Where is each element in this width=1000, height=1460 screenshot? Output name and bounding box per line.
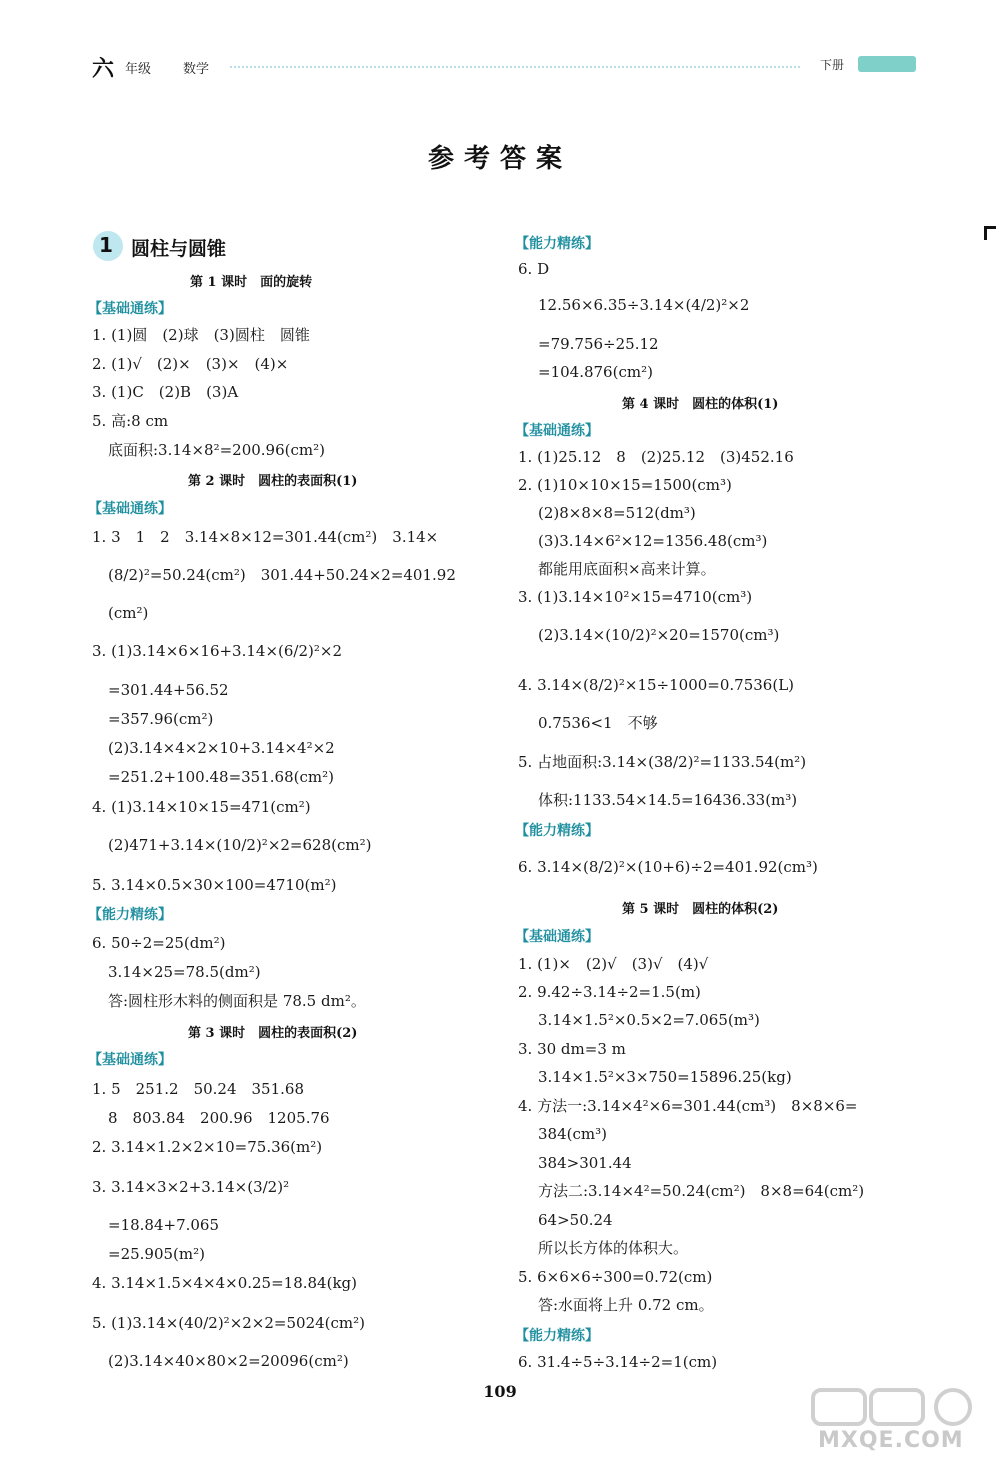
lesson-heading: 第 3 课时 圆柱的表面积(2) [188, 1026, 358, 1041]
section-tag: 【基础通练】 [88, 301, 172, 317]
volume-label: 下册 [820, 58, 845, 72]
answer-line: 3. (1)C (2)B (3)A [92, 383, 239, 401]
answer-line: =79.756÷25.12 [538, 335, 659, 353]
answer-line: (2)471+3.14×(10/2)²×2=628(cm²) [108, 836, 372, 854]
answer-line: 3.14×25=78.5(dm²) [108, 963, 261, 981]
answer-line: 5. (1)3.14×(40/2)²×2×2=5024(cm²) [92, 1314, 366, 1332]
answer-line: 都能用底面积×高来计算。 [538, 560, 716, 578]
answer-line: (8/2)²=50.24(cm²) 301.44+50.24×2=401.92 [108, 566, 456, 584]
answer-line: 5. 高:8 cm [92, 412, 169, 430]
lesson-heading: 第 5 课时 圆柱的体积(2) [622, 902, 779, 917]
grade-label: 六 [92, 57, 115, 82]
lesson-heading: 第 1 课时 面的旋转 [190, 275, 313, 290]
answer-line: 2. 3.14×1.2×2×10=75.36(m²) [92, 1138, 323, 1156]
unit-title: 圆柱与圆锥 [131, 238, 227, 260]
answer-line: 1. 5 251.2 50.24 351.68 [92, 1080, 304, 1098]
section-tag: 【能力精练】 [515, 823, 599, 839]
section-tag: 【能力精练】 [515, 1328, 599, 1344]
section-tag: 【基础通练】 [515, 929, 599, 945]
answer-line: 1. 3 1 2 3.14×8×12=301.44(cm²) 3.14× [92, 528, 439, 546]
answer-line: 384(cm³) [538, 1125, 607, 1143]
unit-number: 1 [99, 233, 113, 257]
answer-line: 5. 3.14×0.5×30×100=4710(m²) [92, 876, 337, 894]
series-badge [858, 56, 916, 72]
answer-line: 384>301.44 [538, 1154, 632, 1172]
section-tag: 【基础通练】 [88, 501, 172, 517]
subject-label: 数学 [183, 62, 210, 77]
lesson-heading: 第 2 课时 圆柱的表面积(1) [188, 474, 358, 489]
answer-line: 2. 9.42÷3.14÷2=1.5(m) [518, 983, 701, 1001]
answer-line: =18.84+7.065 [108, 1216, 220, 1234]
lesson-heading: 第 4 课时 圆柱的体积(1) [622, 397, 779, 412]
answer-line: =25.905(m²) [108, 1245, 205, 1263]
watermark-text: MXQE.COM [818, 1428, 964, 1453]
answer-line: =301.44+56.52 [108, 681, 229, 699]
answer-line: 3.14×1.5²×3×750=15896.25(kg) [538, 1068, 792, 1086]
answer-line: 6. D [518, 260, 550, 278]
answer-line: (cm²) [108, 604, 149, 622]
answer-line: 1. (1)25.12 8 (2)25.12 (3)452.16 [518, 448, 794, 466]
answer-line: 6. 31.4÷5÷3.14÷2=1(cm) [518, 1353, 718, 1371]
answer-line: 8 803.84 200.96 1205.76 [108, 1109, 330, 1127]
answer-line: 底面积:3.14×8²=200.96(cm²) [108, 441, 325, 459]
answer-line: 3. 30 dm=3 m [518, 1040, 626, 1058]
page-number: 109 [483, 1382, 517, 1401]
answer-line: 1. (1)圆 (2)球 (3)圆柱 圆锥 [92, 326, 310, 344]
answer-line: 1. (1)× (2)√ (3)√ (4)√ [518, 955, 709, 973]
answer-line: 方法二:3.14×4²=50.24(cm²) 8×8=64(cm²) [538, 1182, 865, 1200]
page-header [0, 0, 1000, 90]
answer-line: 体积:1133.54×14.5=16436.33(m³) [538, 791, 798, 809]
section-tag: 【能力精练】 [515, 236, 599, 252]
answer-line: 4. (1)3.14×10×15=471(cm²) [92, 798, 311, 816]
header-divider [230, 66, 800, 68]
answer-line: 12.56×6.35÷3.14×(4/2)²×2 [538, 296, 750, 314]
answer-line: 所以长方体的体积大。 [538, 1239, 689, 1257]
section-tag: 【基础通练】 [515, 423, 599, 439]
answer-line: 5. 6×6×6÷300=0.72(cm) [518, 1268, 713, 1286]
answer-line: 0.7536<1 不够 [538, 714, 658, 732]
section-tag: 【基础通练】 [88, 1052, 172, 1068]
answer-line: (2)3.14×4×2×10+3.14×4²×2 [108, 739, 335, 757]
page-title: 参考答案 [427, 144, 572, 174]
answer-line: 4. 方法一:3.14×4²×6=301.44(cm³) 8×8×6= [518, 1097, 858, 1115]
answer-line: (2)3.14×40×80×2=20096(cm²) [108, 1352, 349, 1370]
answer-line: =357.96(cm²) [108, 710, 214, 728]
answer-line: 3. (1)3.14×6×16+3.14×(6/2)²×2 [92, 642, 342, 660]
answer-line: 6. 3.14×(8/2)²×(10+6)÷2=401.92(cm³) [518, 858, 818, 876]
answer-line: =251.2+100.48=351.68(cm²) [108, 768, 334, 786]
grade-word: 年级 [125, 62, 152, 77]
answer-line: 64>50.24 [538, 1211, 613, 1229]
answer-line: 答:圆柱形木料的侧面积是 78.5 dm²。 [108, 992, 366, 1010]
answer-line: 2. (1)10×10×15=1500(cm³) [518, 476, 732, 494]
answer-line: 答:水面将上升 0.72 cm。 [538, 1296, 714, 1314]
answer-line: 3. (1)3.14×10²×15=4710(cm³) [518, 588, 753, 606]
answer-line: 5. 占地面积:3.14×(38/2)²=1133.54(m²) [518, 753, 807, 771]
answer-line: (2)3.14×(10/2)²×20=1570(cm³) [538, 626, 780, 644]
answer-line: 4. 3.14×1.5×4×4×0.25=18.84(kg) [92, 1274, 357, 1292]
answer-line: 6. 50÷2=25(dm²) [92, 934, 226, 952]
section-tag: 【能力精练】 [88, 907, 172, 923]
answer-line: (3)3.14×6²×12=1356.48(cm³) [538, 532, 768, 550]
answer-line: =104.876(cm²) [538, 363, 653, 381]
answer-line: 2. (1)√ (2)× (3)× (4)× [92, 355, 289, 373]
edge-tab-mark [984, 226, 996, 240]
answer-line: 4. 3.14×(8/2)²×15÷1000=0.7536(L) [518, 676, 795, 694]
answer-line: 3. 3.14×3×2+3.14×(3/2)² [92, 1178, 290, 1196]
answer-line: 3.14×1.5²×0.5×2=7.065(m³) [538, 1011, 760, 1029]
answer-line: (2)8×8×8=512(dm³) [538, 504, 696, 522]
